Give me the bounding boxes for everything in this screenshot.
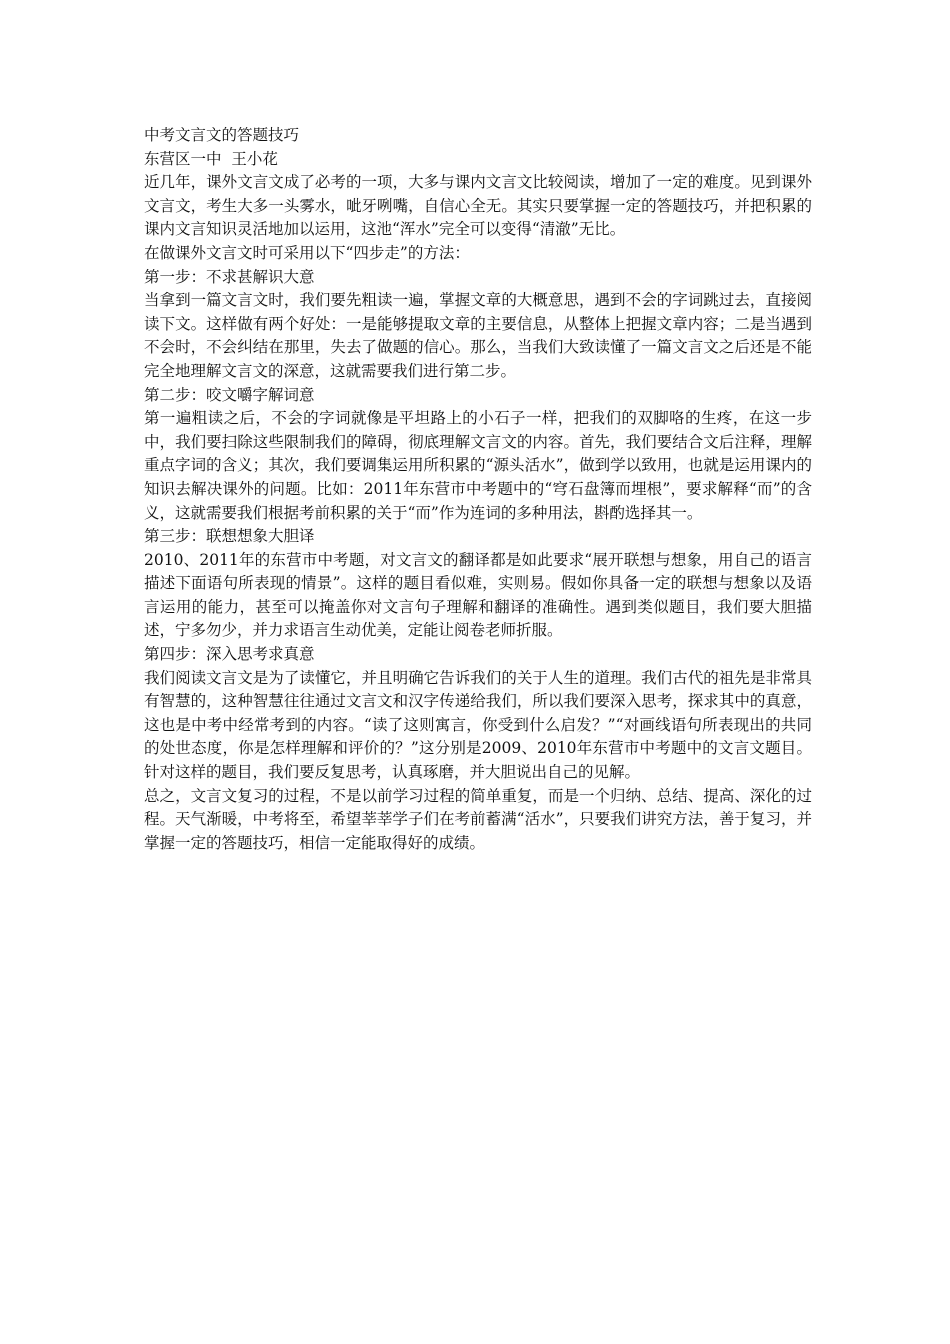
step-1-body: 当拿到一篇文言文时，我们要先粗读一遍，掌握文章的大概意思，遇到不会的字词跳过去，直接阅读下文。这样做有两个好处：一是能够提取文章的主要信息，从整体上把握文章内容；二是当遇到不会时，不会纠结在那里，失去了做题的信心。那么，当我们大致读懂了一篇文言文之后还是不能完全地理解文言文的深意，这就需要我们进行第二步。 [144,291,812,380]
paragraph-conclusion: 总之，文言文复习的过程，不是以前学习过程的简单重复，而是一个归纳、总结、提高、深化的过程。天气渐暖，中考将至，希望莘莘学子们在考前蓄满“活水”，只要我们讲究方法，善于复习，并掌握一定的答题技巧，相信一定能取得好的成绩。 [144,786,812,852]
document-title: 中考文言文的答题技巧 [144,126,300,144]
step-3-body: 2010、2011年的东营市中考题，对文言文的翻译都是如此要求“展开联想与想象，用自己的语言描述下面语句所表现的情景”。这样的题目看似难，实则易。假如你具备一定的联想与想象以及语言运用的能力，甚至可以掩盖你对文言句子理解和翻译的准确性。遇到类似题目，我们要大胆描述，宁多勿少，并力求语言生动优美，定能让阅卷老师折服。 [144,550,812,640]
step-3-heading: 第三步：联想想象大胆译 [144,527,315,546]
document-author: 东营区一中 王小花 [144,149,278,168]
step-1-heading: 第一步：不求甚解识大意 [144,267,315,286]
paragraph-method-intro: 在做课外文言文时可采用以下“四步走”的方法： [144,243,470,262]
step-2-body: 第一遍粗读之后，不会的字词就像是平坦路上的小石子一样，把我们的双脚咯的生疼，在这一步中，我们要扫除这些限制我们的障碍，彻底理解文言文的内容。首先，我们要结合文后注释，理解重点字词的含义；其次，我们要调集运用所积累的“源头活水”，做到学以致用，也就是运用课内的知识去解决课外的问题。比如：2011年东营市中考题中的“穹石盘簿而埋根”，要求解释“而”的含义，这就需要我们根据考前积累的关于“而”作为连词的多种用法，斟酌选择其一。 [144,409,812,522]
paragraph-intro: 近几年，课外文言文成了必考的一项，大多与课内文言文比较阅读，增加了一定的难度。见到课外文言文，考生大多一头雾水，呲牙咧嘴，自信心全无。其实只要掌握一定的答题技巧，并把积累的课内文言知识灵活地加以运用，这池“浑水”完全可以变得“清澈”无比。 [144,173,812,239]
step-2-heading: 第二步：咬文嚼字解词意 [144,385,315,404]
step-4-heading: 第四步：深入思考求真意 [144,645,315,664]
step-4-body: 我们阅读文言文是为了读懂它，并且明确它告诉我们的关于人生的道理。我们古代的祖先是非常具有智慧的，这种智慧往往通过文言文和汉字传递给我们，所以我们要深入思考，探求其中的真意，这也是中考中经常考到的内容。“读了这则寓言，你受到什么启发？”“对画线语句所表现出的共同的处世态度，你是怎样理解和评价的？”这分别是2009、2010年东营市中考题中的文言文题目。针对这样的题目，我们要反复思考，认真琢磨，并大胆说出自己的见解。 [144,668,812,782]
document-page [144,124,812,855]
